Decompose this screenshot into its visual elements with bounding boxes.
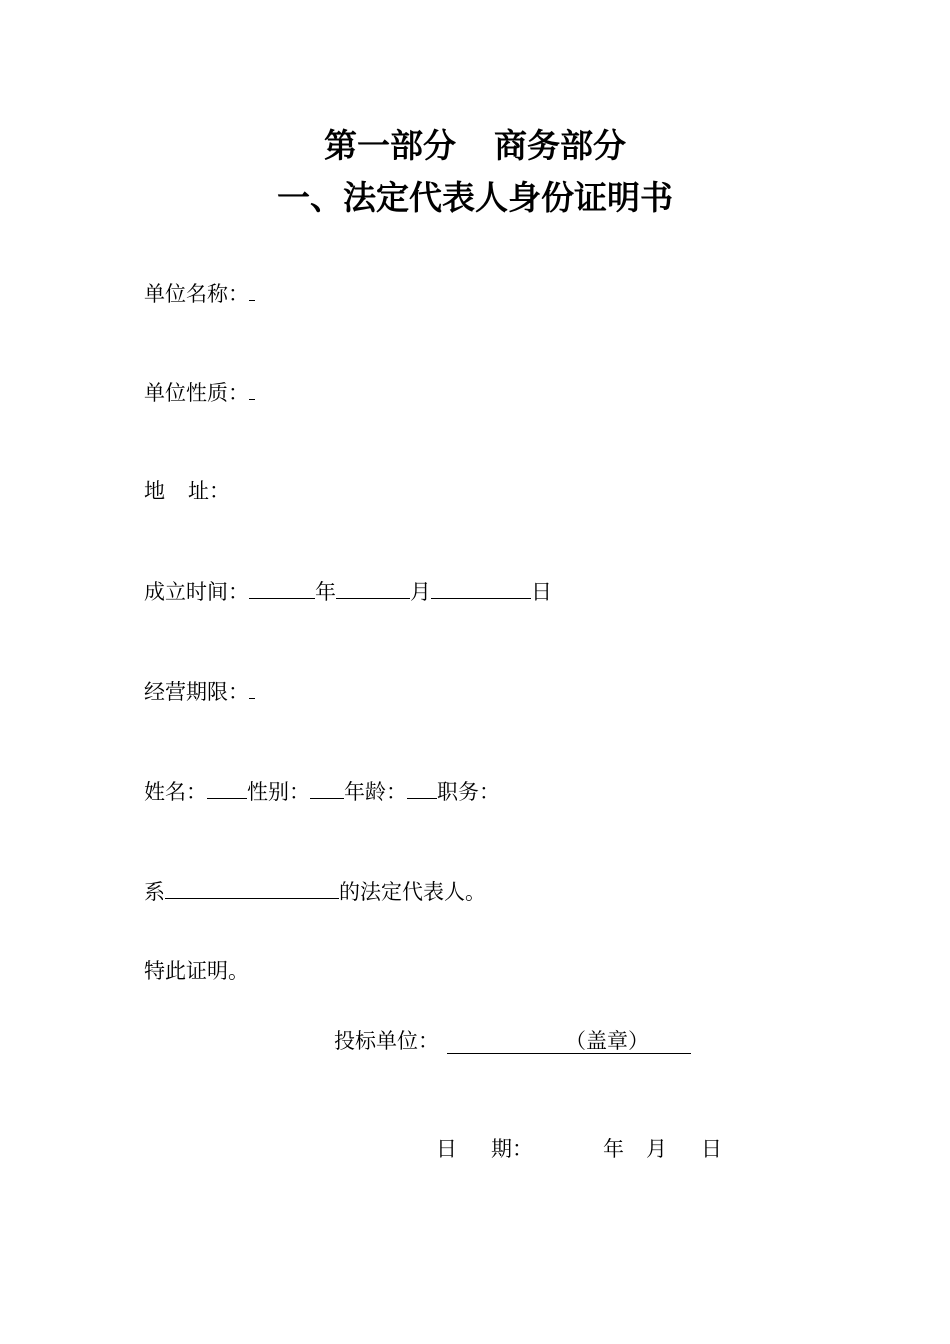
- certify-text: 特此证明。: [144, 959, 249, 983]
- term-field[interactable]: [249, 676, 255, 699]
- rep-suffix: 的法定代表人。: [339, 880, 486, 904]
- gender-field[interactable]: [310, 776, 344, 799]
- day-label: 日: [531, 580, 552, 604]
- address-label-part1: 地: [144, 479, 165, 503]
- name-label: 姓名：: [144, 780, 207, 804]
- sign-month-label: 月: [646, 1137, 667, 1161]
- date-row: [436, 1134, 722, 1164]
- part-title-right: 商务部分: [494, 126, 626, 165]
- term-row: [144, 676, 255, 707]
- date-label-part1: 日: [436, 1137, 457, 1161]
- established-row: [144, 576, 552, 607]
- year-label: 年: [315, 580, 336, 604]
- seal-label: （盖章）: [565, 1029, 649, 1053]
- term-label: 经营期限：: [144, 680, 249, 704]
- bidder-row: [334, 1026, 691, 1056]
- established-month-field[interactable]: [336, 576, 410, 599]
- unit-nature-row: [144, 377, 255, 408]
- sign-day-label: 日: [701, 1137, 722, 1161]
- person-row: [144, 776, 500, 807]
- representative-row: [144, 876, 486, 907]
- gender-label: 性别：: [247, 780, 310, 804]
- part-title: [0, 120, 950, 167]
- bidder-field[interactable]: [447, 1029, 691, 1054]
- sign-year-label: 年: [603, 1137, 624, 1161]
- bidder-label: 投标单位：: [334, 1029, 439, 1053]
- unit-nature-field[interactable]: [249, 377, 255, 400]
- age-label: 年龄：: [344, 780, 407, 804]
- part-title-left: 第一部分: [324, 126, 456, 165]
- rep-prefix: 系: [144, 880, 165, 904]
- position-label: 职务：: [437, 780, 500, 804]
- age-field[interactable]: [407, 776, 437, 799]
- established-year-field[interactable]: [249, 576, 315, 599]
- unit-nature-label: 单位性质：: [144, 381, 249, 405]
- document-title: 一、法定代表人身份证明书: [277, 178, 673, 217]
- established-day-field[interactable]: [431, 576, 531, 599]
- name-field[interactable]: [207, 776, 247, 799]
- established-label: 成立时间：: [144, 580, 249, 604]
- date-label-part2: 期：: [491, 1137, 533, 1161]
- address-label-part2: 址：: [188, 479, 230, 503]
- unit-name-row: [144, 278, 255, 309]
- unit-name-label: 单位名称：: [144, 282, 249, 306]
- unit-name-field[interactable]: [249, 278, 255, 301]
- rep-company-field[interactable]: [165, 876, 339, 899]
- month-label: 月: [410, 580, 431, 604]
- address-row: [144, 476, 230, 506]
